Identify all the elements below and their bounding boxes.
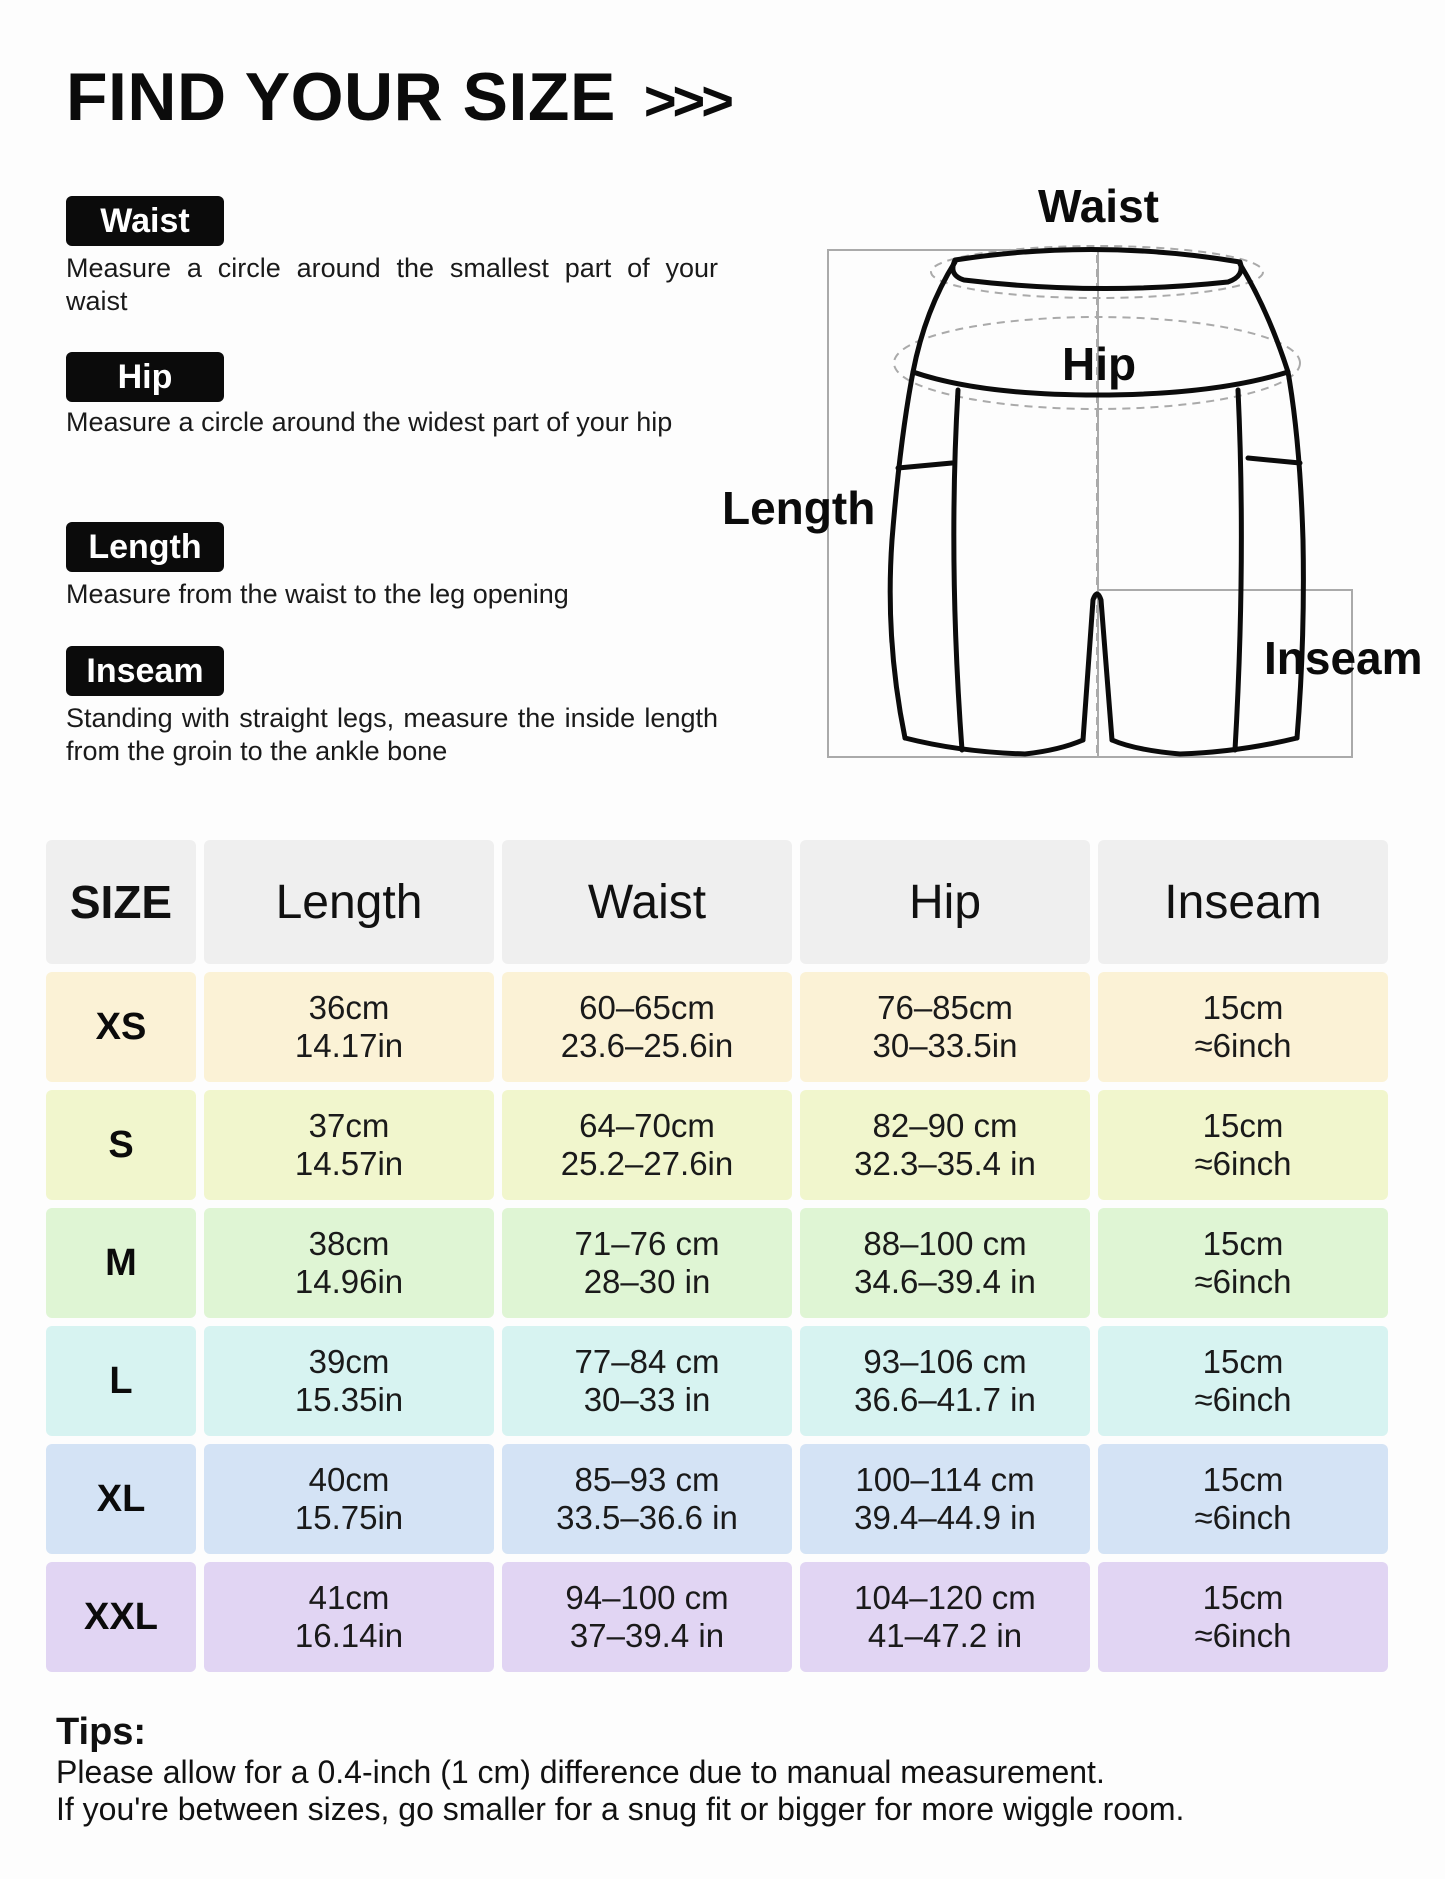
tip-line-2: If you're between sizes, go smaller for a snug fit or bigger for more wiggle room. bbox=[56, 1791, 1185, 1827]
diagram-length-label: Length bbox=[722, 482, 876, 534]
inseam-in-value: ≈6inch bbox=[1194, 1145, 1292, 1182]
inseam-cm-value: 15cm bbox=[1202, 989, 1284, 1026]
inseam-cm-value: 15cm bbox=[1202, 1225, 1284, 1262]
inseam-description: Standing with straight legs, measure the inside length from the groin to the ankle bone bbox=[66, 703, 718, 766]
table-row bbox=[46, 1444, 1388, 1554]
length-tag: Length bbox=[66, 522, 224, 572]
length-cm-value: 37cm bbox=[308, 1107, 390, 1144]
hip-cm-value: 76–85cm bbox=[877, 989, 1013, 1026]
tip-line-1: Please allow for a 0.4-inch (1 cm) difference due to manual measurement. bbox=[56, 1754, 1105, 1790]
page-title bbox=[66, 58, 730, 136]
tips-title: Tips: bbox=[56, 1711, 147, 1753]
size-cell: L bbox=[46, 1326, 196, 1436]
length-cm-value: 39cm bbox=[308, 1343, 390, 1380]
hip-in-value: 41–47.2 in bbox=[867, 1617, 1023, 1654]
length-guide-box bbox=[828, 250, 1098, 757]
length-cm-value: 36cm bbox=[308, 989, 390, 1026]
table-header-row bbox=[46, 840, 1388, 964]
inseam-in-value: ≈6inch bbox=[1194, 1381, 1292, 1418]
waist-in-value: 33.5–36.6 in bbox=[556, 1499, 738, 1536]
inseam-in-value: ≈6inch bbox=[1194, 1499, 1292, 1536]
waist-cell bbox=[502, 1208, 792, 1318]
waist-cm-value: 94–100 cm bbox=[565, 1579, 729, 1616]
diagram-waist-label: Waist bbox=[1038, 180, 1159, 232]
size-cell: XS bbox=[46, 972, 196, 1082]
waist-description: Measure a circle around the smallest part of your waist bbox=[66, 253, 718, 316]
length-cell bbox=[204, 1208, 494, 1318]
length-cell bbox=[204, 1090, 494, 1200]
hip-cell bbox=[800, 1562, 1090, 1672]
waist-cm-value: 64–70cm bbox=[579, 1107, 715, 1144]
table-body bbox=[46, 972, 1388, 1672]
inseam-cell bbox=[1098, 1090, 1388, 1200]
length-cell bbox=[204, 1444, 494, 1554]
arrows-icon: >>> bbox=[643, 69, 730, 132]
waist-tag: Waist bbox=[66, 196, 224, 246]
hip-cm-value: 82–90 cm bbox=[872, 1107, 1018, 1144]
diagram-hip-label: Hip bbox=[1062, 338, 1137, 390]
inseam-cell bbox=[1098, 1208, 1388, 1318]
header-inseam: Inseam bbox=[1098, 840, 1388, 964]
hip-cell bbox=[800, 1090, 1090, 1200]
waist-in-value: 37–39.4 in bbox=[569, 1617, 725, 1654]
length-cell bbox=[204, 1562, 494, 1672]
header-size: SIZE bbox=[46, 840, 196, 964]
waist-cm-value: 77–84 cm bbox=[574, 1343, 720, 1380]
inseam-guide-box bbox=[1098, 590, 1352, 757]
hip-cell bbox=[800, 1208, 1090, 1318]
hip-in-value: 36.6–41.7 in bbox=[854, 1381, 1036, 1418]
hip-in-value: 34.6–39.4 in bbox=[854, 1263, 1036, 1300]
header-length: Length bbox=[204, 840, 494, 964]
waist-cell bbox=[502, 1444, 792, 1554]
hip-cell bbox=[800, 1444, 1090, 1554]
hip-in-value: 32.3–35.4 in bbox=[854, 1145, 1036, 1182]
length-cell bbox=[204, 972, 494, 1082]
tips-section bbox=[56, 1710, 1416, 1828]
length-cm-value: 40cm bbox=[308, 1461, 390, 1498]
table-row bbox=[46, 1208, 1388, 1318]
table-row bbox=[46, 1326, 1388, 1436]
inseam-cm-value: 15cm bbox=[1202, 1107, 1284, 1144]
length-in-value: 14.17in bbox=[294, 1027, 404, 1064]
length-cm-value: 41cm bbox=[308, 1579, 390, 1616]
size-cell: M bbox=[46, 1208, 196, 1318]
size-cell: XXL bbox=[46, 1562, 196, 1672]
waist-in-value: 25.2–27.6in bbox=[560, 1145, 734, 1182]
inseam-cm-value: 15cm bbox=[1202, 1343, 1284, 1380]
size-cell: XL bbox=[46, 1444, 196, 1554]
hip-description: Measure a circle around the widest part of your hip bbox=[66, 407, 673, 437]
inseam-cm-value: 15cm bbox=[1202, 1579, 1284, 1616]
header-waist: Waist bbox=[502, 840, 792, 964]
size-table bbox=[46, 840, 1388, 1680]
hip-cell bbox=[800, 972, 1090, 1082]
inseam-cell bbox=[1098, 1444, 1388, 1554]
table-row bbox=[46, 1562, 1388, 1672]
inseam-cell bbox=[1098, 1562, 1388, 1672]
hip-cm-value: 93–106 cm bbox=[863, 1343, 1027, 1380]
length-cell bbox=[204, 1326, 494, 1436]
waist-cm-value: 85–93 cm bbox=[574, 1461, 720, 1498]
inseam-cell bbox=[1098, 972, 1388, 1082]
waist-cell bbox=[502, 972, 792, 1082]
shorts-outline-icon bbox=[890, 249, 1303, 754]
length-description: Measure from the waist to the leg opening bbox=[66, 579, 569, 609]
waist-cell bbox=[502, 1326, 792, 1436]
hip-tag: Hip bbox=[66, 352, 224, 402]
length-in-value: 14.96in bbox=[294, 1263, 404, 1300]
waist-in-value: 28–30 in bbox=[583, 1263, 711, 1300]
inseam-in-value: ≈6inch bbox=[1194, 1263, 1292, 1300]
hip-in-value: 30–33.5in bbox=[872, 1027, 1018, 1064]
waist-cell bbox=[502, 1090, 792, 1200]
hip-cm-value: 104–120 cm bbox=[854, 1579, 1036, 1616]
hip-cm-value: 100–114 cm bbox=[855, 1461, 1035, 1498]
length-in-value: 15.35in bbox=[294, 1381, 404, 1418]
waist-cell bbox=[502, 1562, 792, 1672]
waist-dashed-ellipse bbox=[931, 246, 1263, 298]
inseam-cm-value: 15cm bbox=[1202, 1461, 1284, 1498]
header-hip: Hip bbox=[800, 840, 1090, 964]
length-in-value: 16.14in bbox=[294, 1617, 404, 1654]
inseam-in-value: ≈6inch bbox=[1194, 1027, 1292, 1064]
inseam-in-value: ≈6inch bbox=[1194, 1617, 1292, 1654]
inseam-tag: Inseam bbox=[66, 646, 224, 696]
length-in-value: 15.75in bbox=[294, 1499, 404, 1536]
waist-in-value: 30–33 in bbox=[583, 1381, 711, 1418]
table-row bbox=[46, 1090, 1388, 1200]
length-in-value: 14.57in bbox=[294, 1145, 404, 1182]
length-cm-value: 38cm bbox=[308, 1225, 390, 1262]
hip-cm-value: 88–100 cm bbox=[863, 1225, 1027, 1262]
page-title-text: FIND YOUR SIZE bbox=[66, 59, 616, 135]
size-cell: S bbox=[46, 1090, 196, 1200]
table-row bbox=[46, 972, 1388, 1082]
hip-cell bbox=[800, 1326, 1090, 1436]
hip-in-value: 39.4–44.9 in bbox=[854, 1499, 1036, 1536]
inseam-cell bbox=[1098, 1326, 1388, 1436]
hip-dashed-ellipse bbox=[894, 317, 1300, 409]
waist-in-value: 23.6–25.6in bbox=[560, 1027, 734, 1064]
waist-cm-value: 60–65cm bbox=[579, 989, 715, 1026]
waist-cm-value: 71–76 cm bbox=[574, 1225, 720, 1262]
diagram-inseam-label: Inseam bbox=[1264, 632, 1423, 684]
